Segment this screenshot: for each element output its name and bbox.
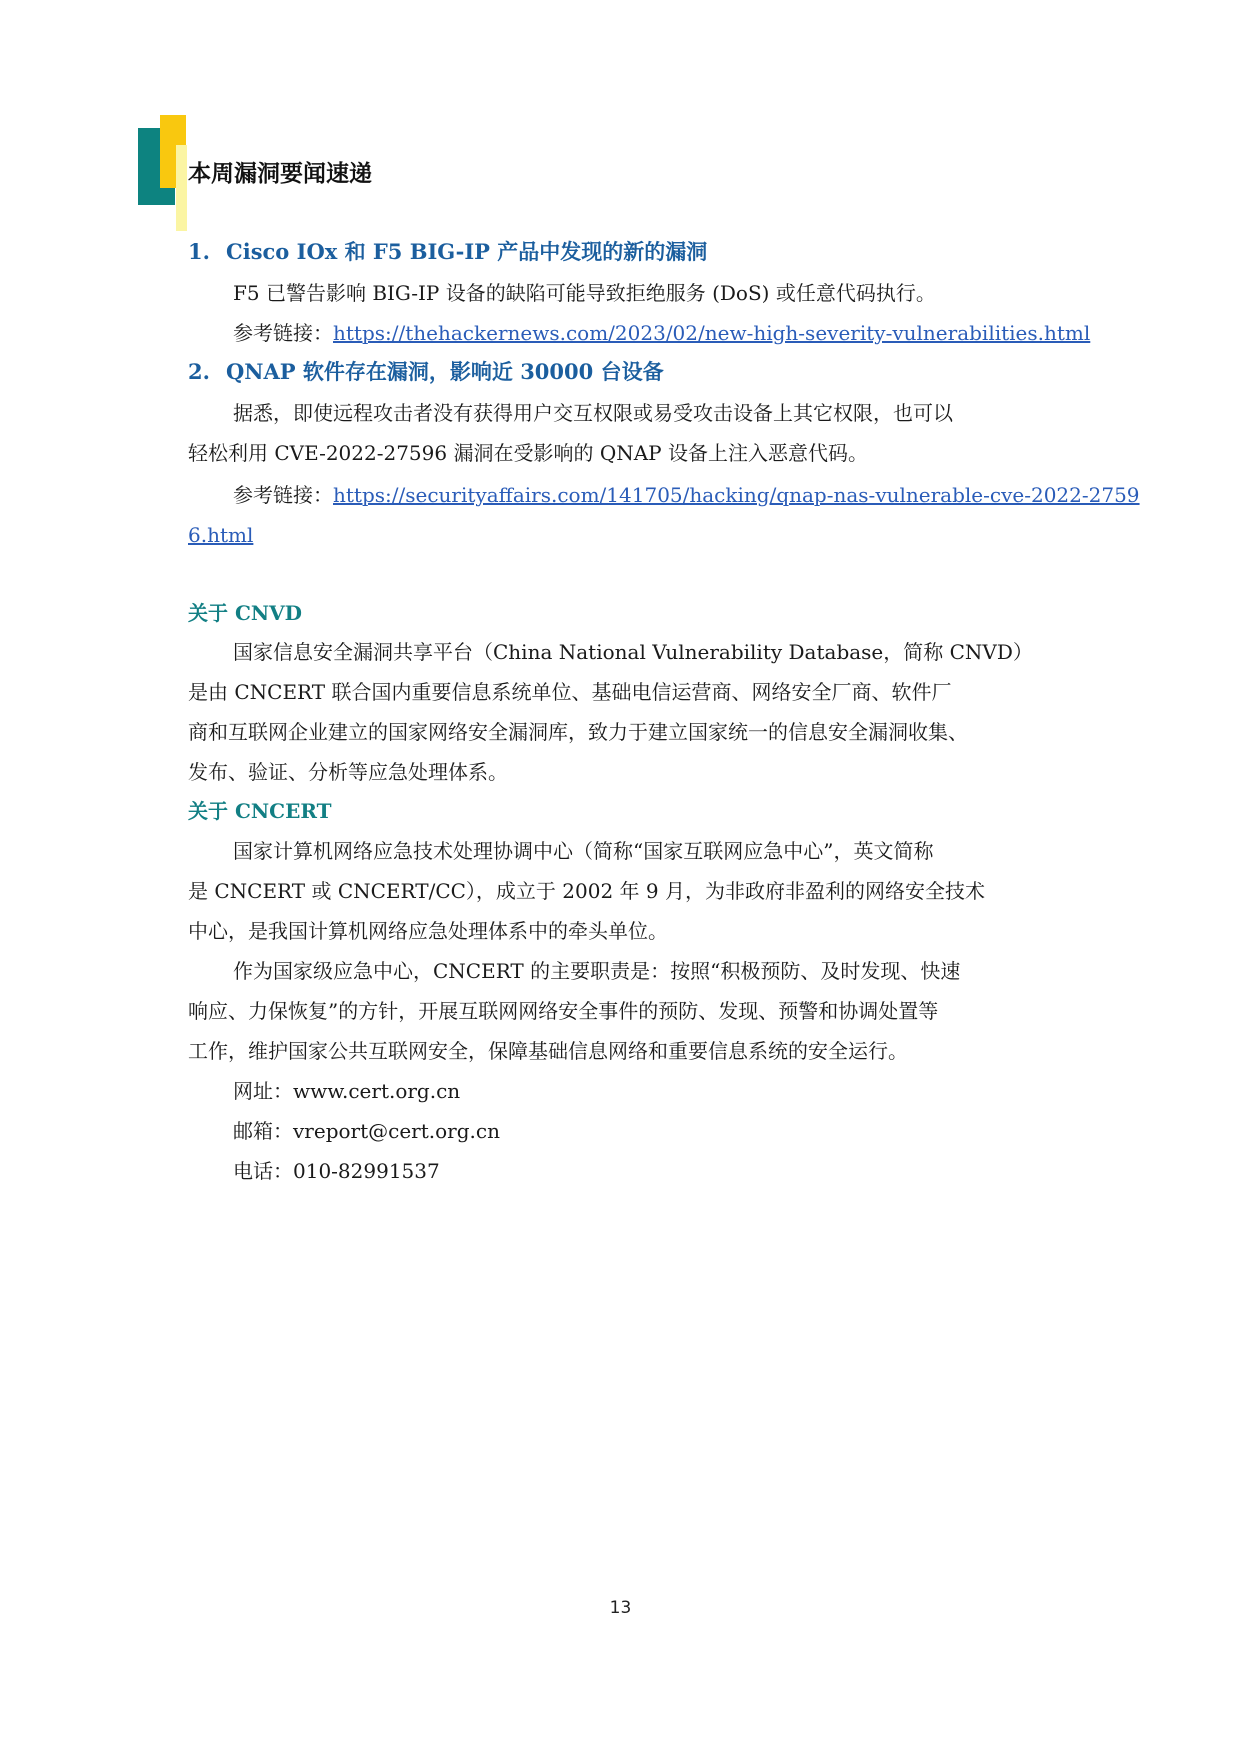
contact-website: 网址：www.cert.org.cn (233, 1079, 461, 1103)
contact-phone: 电话：010-82991537 (233, 1159, 440, 1183)
news-1-ref-link[interactable]: https://thehackernews.com/2023/02/new-high-severity-vulnerabilities.html (333, 321, 1091, 345)
news-2-ref-link-cont[interactable]: 6.html (188, 523, 254, 547)
news-2-reference-cont (188, 521, 253, 549)
news-1-title: Cisco IOx 和 F5 BIG-IP 产品中发现的新的漏洞 (226, 239, 708, 264)
news-1-number: 1. (188, 239, 210, 264)
about-cncert-p1-line3: 中心，是我国计算机网络应急处理体系中的牵头单位。 (188, 919, 668, 943)
news-2-summary-line2: 轻松利用 CVE-2022-27596 漏洞在受影响的 QNAP 设备上注入恶意代码。 (188, 441, 868, 465)
news-1-reference (233, 319, 1090, 347)
news-2-ref-link[interactable]: https://securityaffairs.com/141705/hacking/qnap-nas-vulnerable-cve-2022-2759 (333, 483, 1140, 507)
about-cncert-p2-line2: 响应、力保恢复”的方针，开展互联网网络安全事件的预防、发现、预警和协调处置等 (188, 999, 939, 1023)
about-cnvd-heading: 关于 CNVD (188, 601, 303, 625)
header-accent-pale (176, 145, 187, 231)
page-title: 本周漏洞要闻速递 (188, 161, 372, 187)
contact-email: 邮箱：vreport@cert.org.cn (233, 1119, 500, 1143)
about-cncert-p1-line2: 是 CNCERT 或 CNCERT/CC），成立于 2002 年 9 月，为非政府非盈利的网络安全技术 (188, 879, 985, 903)
news-1-summary: F5 已警告影响 BIG-IP 设备的缺陷可能导致拒绝服务 (DoS) 或任意代码执行。 (233, 281, 936, 305)
news-2-reference (233, 481, 1140, 509)
news-1-ref-label: 参考链接： (233, 321, 333, 345)
news-2-title: QNAP 软件存在漏洞，影响近 30000 台设备 (226, 359, 664, 384)
about-cnvd-line2: 是由 CNCERT 联合国内重要信息系统单位、基础电信运营商、网络安全厂商、软件厂 (188, 680, 952, 704)
news-2-summary-line1: 据悉，即使远程攻击者没有获得用户交互权限或易受攻击设备上其它权限，也可以 (233, 401, 953, 425)
page-number: 13 (609, 1598, 632, 1618)
news-2-heading (188, 358, 664, 386)
about-cncert-heading: 关于 CNCERT (188, 799, 332, 823)
about-cncert-p1-line1: 国家计算机网络应急技术处理协调中心（简称“国家互联网应急中心”，英文简称 (233, 839, 934, 863)
about-cnvd-line3: 商和互联网企业建立的国家网络安全漏洞库，致力于建立国家统一的信息安全漏洞收集、 (188, 720, 968, 744)
news-1-heading (188, 238, 707, 266)
about-cncert-p2-line3: 工作，维护国家公共互联网安全，保障基础信息网络和重要信息系统的安全运行。 (188, 1039, 908, 1063)
about-cncert-p2-line1: 作为国家级应急中心，CNCERT 的主要职责是：按照“积极预防、及时发现、快速 (233, 959, 961, 983)
news-2-ref-label: 参考链接： (233, 483, 333, 507)
about-cnvd-line1: 国家信息安全漏洞共享平台（China National Vulnerability Database，简称 CNVD） (233, 640, 1033, 664)
news-2-number: 2. (188, 359, 210, 384)
about-cnvd-line4: 发布、验证、分析等应急处理体系。 (188, 760, 508, 784)
